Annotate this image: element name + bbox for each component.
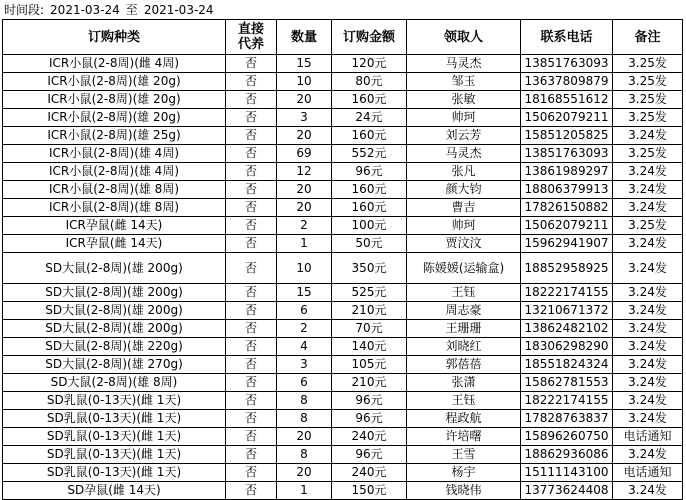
cell-order-type: ICR小鼠(2-8周)(雄 25g) <box>3 127 226 145</box>
cell-quantity: 4 <box>277 338 332 356</box>
table-row <box>3 145 683 163</box>
cell-amount: 70元 <box>332 320 407 338</box>
cell-amount: 96元 <box>332 163 407 181</box>
cell-phone: 18806379913 <box>521 181 613 199</box>
cell-remark: 电话通知 <box>613 428 683 446</box>
table-row <box>3 338 683 356</box>
cell-order-type: SD大鼠(2-8周)(雄 200g) <box>3 284 226 302</box>
cell-phone: 13210671372 <box>521 302 613 320</box>
cell-order-type: ICR孕鼠(雌 14天) <box>3 235 226 253</box>
cell-phone: 15851205825 <box>521 127 613 145</box>
cell-recipient: 程政航 <box>407 410 521 428</box>
cell-direct-care: 否 <box>226 199 277 217</box>
cell-recipient: 张潇 <box>407 374 521 392</box>
cell-order-type: ICR小鼠(2-8周)(雄 8周) <box>3 199 226 217</box>
cell-direct-care: 否 <box>226 217 277 235</box>
cell-amount: 160元 <box>332 199 407 217</box>
header-phone: 联系电话 <box>521 20 613 55</box>
cell-quantity: 20 <box>277 91 332 109</box>
cell-quantity: 6 <box>277 302 332 320</box>
cell-direct-care: 否 <box>226 302 277 320</box>
cell-remark: 3.24发 <box>613 253 683 284</box>
cell-quantity: 20 <box>277 127 332 145</box>
cell-order-type: SD大鼠(2-8周)(雄 200g) <box>3 253 226 284</box>
cell-remark: 3.24发 <box>613 163 683 181</box>
cell-amount: 140元 <box>332 338 407 356</box>
cell-remark: 3.25发 <box>613 91 683 109</box>
cell-quantity: 2 <box>277 320 332 338</box>
cell-remark: 3.24发 <box>613 181 683 199</box>
table-row <box>3 127 683 145</box>
table-row <box>3 235 683 253</box>
cell-recipient: 张敏 <box>407 91 521 109</box>
cell-direct-care: 否 <box>226 181 277 199</box>
cell-recipient: 帅珂 <box>407 217 521 235</box>
cell-phone: 13773624408 <box>521 482 613 500</box>
cell-quantity: 3 <box>277 356 332 374</box>
cell-remark: 3.24发 <box>613 284 683 302</box>
table-row <box>3 73 683 91</box>
cell-recipient: 王钰 <box>407 392 521 410</box>
cell-recipient: 马灵杰 <box>407 145 521 163</box>
header-quantity: 数量 <box>277 20 332 55</box>
cell-order-type: ICR孕鼠(雌 14天) <box>3 217 226 235</box>
header-remark: 备注 <box>613 20 683 55</box>
table-row <box>3 356 683 374</box>
cell-amount: 350元 <box>332 253 407 284</box>
cell-recipient: 王雪 <box>407 446 521 464</box>
date-range-start: 2021-03-24 <box>50 3 120 17</box>
cell-phone: 18852958925 <box>521 253 613 284</box>
cell-recipient: 帅珂 <box>407 109 521 127</box>
cell-quantity: 12 <box>277 163 332 181</box>
cell-amount: 150元 <box>332 482 407 500</box>
cell-amount: 96元 <box>332 392 407 410</box>
cell-quantity: 20 <box>277 428 332 446</box>
cell-amount: 210元 <box>332 374 407 392</box>
cell-recipient: 王钰 <box>407 284 521 302</box>
cell-amount: 100元 <box>332 217 407 235</box>
cell-remark: 电话通知 <box>613 464 683 482</box>
cell-phone: 13851763093 <box>521 55 613 73</box>
cell-quantity: 3 <box>277 109 332 127</box>
table-row <box>3 482 683 500</box>
cell-order-type: ICR小鼠(2-8周)(雌 4周) <box>3 55 226 73</box>
cell-quantity: 20 <box>277 199 332 217</box>
cell-direct-care: 否 <box>226 127 277 145</box>
cell-phone: 15862781553 <box>521 374 613 392</box>
cell-remark: 3.24发 <box>613 356 683 374</box>
cell-remark: 3.24发 <box>613 446 683 464</box>
table-row <box>3 302 683 320</box>
cell-quantity: 1 <box>277 235 332 253</box>
cell-amount: 50元 <box>332 235 407 253</box>
table-row <box>3 181 683 199</box>
cell-amount: 210元 <box>332 302 407 320</box>
cell-direct-care: 否 <box>226 482 277 500</box>
cell-quantity: 8 <box>277 446 332 464</box>
table-row <box>3 253 683 284</box>
cell-phone: 15062079211 <box>521 217 613 235</box>
table-header-row <box>3 20 683 55</box>
cell-quantity: 2 <box>277 217 332 235</box>
cell-amount: 80元 <box>332 73 407 91</box>
cell-quantity: 6 <box>277 374 332 392</box>
cell-amount: 160元 <box>332 181 407 199</box>
cell-order-type: SD大鼠(2-8周)(雄 200g) <box>3 320 226 338</box>
cell-quantity: 15 <box>277 55 332 73</box>
cell-remark: 3.24发 <box>613 235 683 253</box>
cell-direct-care: 否 <box>226 320 277 338</box>
table-row <box>3 199 683 217</box>
table-row <box>3 392 683 410</box>
cell-recipient: 周志豪 <box>407 302 521 320</box>
cell-amount: 240元 <box>332 464 407 482</box>
cell-recipient: 王珊珊 <box>407 320 521 338</box>
cell-phone: 18551824324 <box>521 356 613 374</box>
table-row <box>3 91 683 109</box>
cell-direct-care: 否 <box>226 235 277 253</box>
cell-phone: 17828763837 <box>521 410 613 428</box>
cell-direct-care: 否 <box>226 374 277 392</box>
cell-amount: 552元 <box>332 145 407 163</box>
cell-recipient: 贾汶汶 <box>407 235 521 253</box>
cell-remark: 3.25发 <box>613 73 683 91</box>
table-row <box>3 55 683 73</box>
cell-remark: 3.24发 <box>613 320 683 338</box>
table-row <box>3 284 683 302</box>
table-row <box>3 109 683 127</box>
cell-order-type: SD乳鼠(0-13天)(雌 1天) <box>3 446 226 464</box>
cell-quantity: 20 <box>277 464 332 482</box>
cell-phone: 13637809879 <box>521 73 613 91</box>
cell-remark: 3.25发 <box>613 55 683 73</box>
table-row <box>3 428 683 446</box>
cell-direct-care: 否 <box>226 73 277 91</box>
cell-amount: 120元 <box>332 55 407 73</box>
cell-phone: 17826150882 <box>521 199 613 217</box>
header-order-type: 订购种类 <box>3 20 226 55</box>
cell-phone: 18222174155 <box>521 392 613 410</box>
header-direct-care: 直接代养 <box>226 20 277 55</box>
cell-remark: 3.24发 <box>613 199 683 217</box>
cell-amount: 96元 <box>332 410 407 428</box>
cell-phone: 13851763093 <box>521 145 613 163</box>
cell-quantity: 8 <box>277 410 332 428</box>
cell-quantity: 1 <box>277 482 332 500</box>
cell-order-type: ICR小鼠(2-8周)(雄 8周) <box>3 181 226 199</box>
table-row <box>3 163 683 181</box>
cell-amount: 525元 <box>332 284 407 302</box>
table-row <box>3 320 683 338</box>
cell-direct-care: 否 <box>226 163 277 181</box>
cell-remark: 3.24发 <box>613 127 683 145</box>
cell-recipient: 颜大钧 <box>407 181 521 199</box>
table-row <box>3 464 683 482</box>
cell-remark: 3.24发 <box>613 302 683 320</box>
cell-quantity: 15 <box>277 284 332 302</box>
cell-quantity: 10 <box>277 73 332 91</box>
cell-order-type: SD大鼠(2-8周)(雄 220g) <box>3 338 226 356</box>
cell-direct-care: 否 <box>226 253 277 284</box>
cell-direct-care: 否 <box>226 338 277 356</box>
date-range-label: 时间段: <box>4 3 45 17</box>
cell-recipient: 刘云芳 <box>407 127 521 145</box>
cell-order-type: ICR小鼠(2-8周)(雄 4周) <box>3 145 226 163</box>
cell-remark: 3.24发 <box>613 482 683 500</box>
cell-order-type: SD乳鼠(0-13天)(雌 1天) <box>3 428 226 446</box>
cell-quantity: 10 <box>277 253 332 284</box>
table-row <box>3 410 683 428</box>
cell-remark: 3.24发 <box>613 338 683 356</box>
cell-phone: 18222174155 <box>521 284 613 302</box>
table-body <box>3 55 683 500</box>
cell-order-type: SD大鼠(2-8周)(雄 270g) <box>3 356 226 374</box>
cell-direct-care: 否 <box>226 55 277 73</box>
cell-amount: 96元 <box>332 446 407 464</box>
cell-remark: 3.25发 <box>613 145 683 163</box>
cell-quantity: 69 <box>277 145 332 163</box>
cell-order-type: ICR小鼠(2-8周)(雄 20g) <box>3 109 226 127</box>
cell-direct-care: 否 <box>226 356 277 374</box>
cell-recipient: 邹玉 <box>407 73 521 91</box>
table-row <box>3 374 683 392</box>
cell-phone: 15896260750 <box>521 428 613 446</box>
order-table <box>2 19 683 500</box>
date-range <box>4 2 220 18</box>
cell-direct-care: 否 <box>226 145 277 163</box>
cell-phone: 15062079211 <box>521 109 613 127</box>
cell-phone: 18862936086 <box>521 446 613 464</box>
date-range-end: 2021-03-24 <box>143 3 214 17</box>
table-row <box>3 446 683 464</box>
cell-phone: 13862482102 <box>521 320 613 338</box>
cell-remark: 3.25发 <box>613 109 683 127</box>
cell-direct-care: 否 <box>226 410 277 428</box>
cell-recipient: 钱晓伟 <box>407 482 521 500</box>
cell-phone: 15111143100 <box>521 464 613 482</box>
cell-recipient: 刘晓红 <box>407 338 521 356</box>
cell-order-type: ICR小鼠(2-8周)(雄 20g) <box>3 91 226 109</box>
header-recipient: 领取人 <box>407 20 521 55</box>
cell-amount: 160元 <box>332 127 407 145</box>
cell-recipient: 马灵杰 <box>407 55 521 73</box>
cell-phone: 13861989297 <box>521 163 613 181</box>
cell-quantity: 20 <box>277 181 332 199</box>
cell-direct-care: 否 <box>226 446 277 464</box>
cell-phone: 15962941907 <box>521 235 613 253</box>
cell-remark: 3.25发 <box>613 217 683 235</box>
cell-amount: 160元 <box>332 91 407 109</box>
cell-quantity: 8 <box>277 392 332 410</box>
cell-amount: 240元 <box>332 428 407 446</box>
cell-order-type: SD大鼠(2-8周)(雄 8周) <box>3 374 226 392</box>
cell-direct-care: 否 <box>226 109 277 127</box>
cell-remark: 3.24发 <box>613 392 683 410</box>
cell-recipient: 郭蓓蓓 <box>407 356 521 374</box>
cell-recipient: 曹吉 <box>407 199 521 217</box>
cell-remark: 3.24发 <box>613 410 683 428</box>
date-range-separator: 至 <box>125 3 138 17</box>
cell-order-type: ICR小鼠(2-8周)(雄 4周) <box>3 163 226 181</box>
cell-order-type: SD乳鼠(0-13天)(雌 1天) <box>3 410 226 428</box>
cell-order-type: SD大鼠(2-8周)(雄 200g) <box>3 302 226 320</box>
cell-amount: 24元 <box>332 109 407 127</box>
cell-order-type: ICR小鼠(2-8周)(雄 20g) <box>3 73 226 91</box>
cell-direct-care: 否 <box>226 464 277 482</box>
cell-phone: 18306298290 <box>521 338 613 356</box>
cell-direct-care: 否 <box>226 392 277 410</box>
cell-order-type: SD乳鼠(0-13天)(雌 1天) <box>3 392 226 410</box>
cell-recipient: 杨宇 <box>407 464 521 482</box>
cell-order-type: SD孕鼠(雌 14天) <box>3 482 226 500</box>
cell-recipient: 许培曙 <box>407 428 521 446</box>
cell-recipient: 张凡 <box>407 163 521 181</box>
cell-direct-care: 否 <box>226 91 277 109</box>
cell-direct-care: 否 <box>226 284 277 302</box>
cell-recipient: 陈媛媛(运输盒) <box>407 253 521 284</box>
header-amount: 订购金额 <box>332 20 407 55</box>
cell-phone: 18168551612 <box>521 91 613 109</box>
cell-direct-care: 否 <box>226 428 277 446</box>
cell-remark: 3.24发 <box>613 374 683 392</box>
cell-amount: 105元 <box>332 356 407 374</box>
table-row <box>3 217 683 235</box>
cell-order-type: SD乳鼠(0-13天)(雌 1天) <box>3 464 226 482</box>
